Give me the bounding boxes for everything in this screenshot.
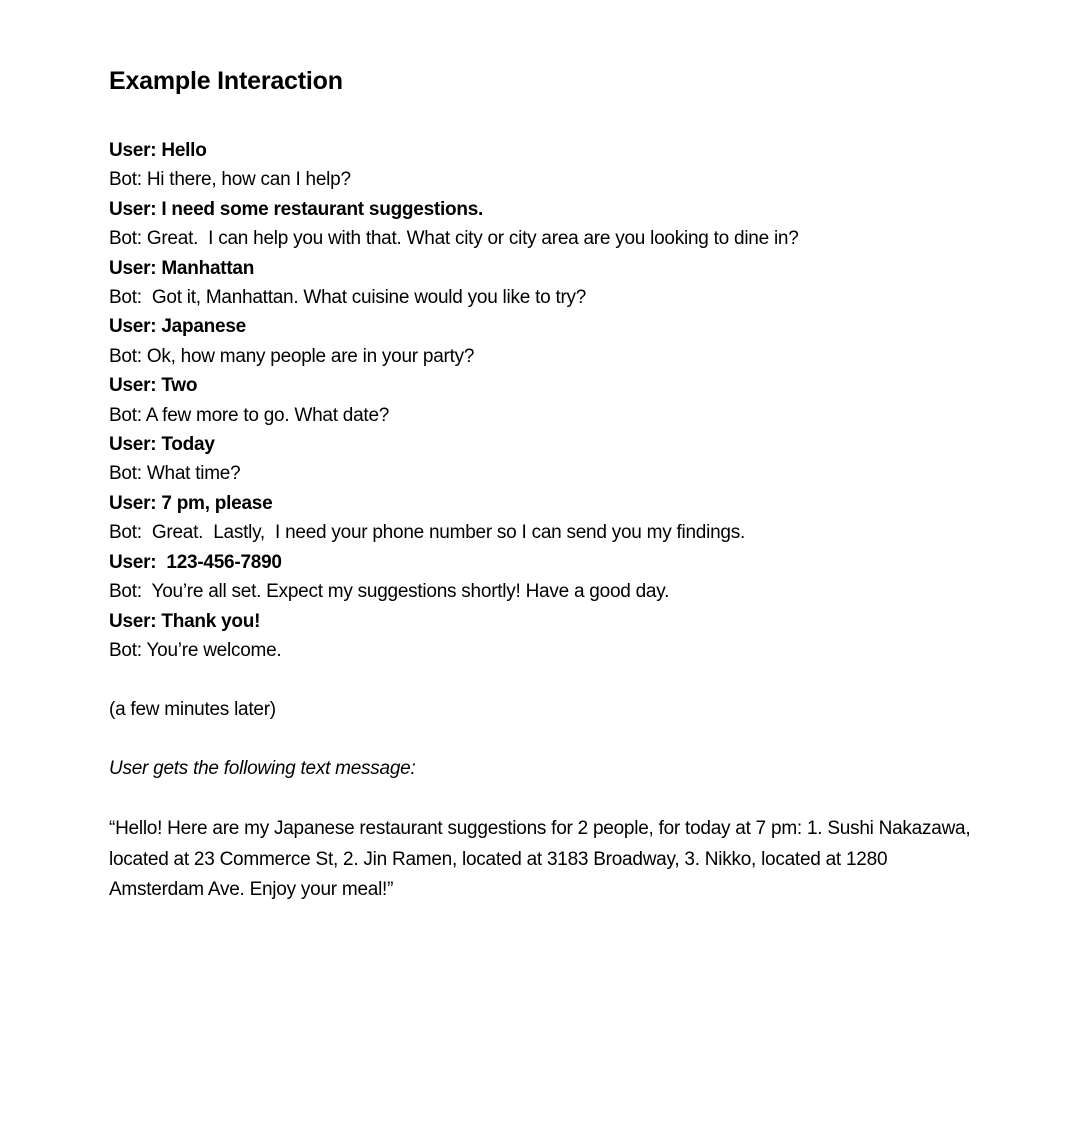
dialog-line-user: User: Hello — [109, 140, 207, 161]
dialog-line-user: User: Thank you! — [109, 610, 261, 632]
dialog-line-user: User: Japanese — [109, 316, 246, 338]
dialog-line-user: User: 123-456-7890 — [109, 551, 282, 573]
page-title: Example Interaction — [109, 67, 343, 95]
dialog-line-bot: Bot: You’re all set. Expect my suggestions shortly! Have a good day. — [109, 581, 670, 603]
dialog-line-bot: Bot: Great. I can help you with that. What city or city area are you looking to dine in? — [109, 228, 799, 250]
italic-note: User gets the following text message: — [109, 757, 416, 779]
dialog-line-user: User: Manhattan — [109, 257, 255, 279]
dialog-line-bot: Bot: Hi there, how can I help? — [109, 169, 351, 191]
dialog-line-user: User: Today — [109, 434, 215, 456]
dialog-line-bot: Bot: You’re welcome. — [109, 639, 282, 661]
dialog-line-bot: Bot: Great. Lastly, I need your phone number so I can send you my findings. — [109, 522, 746, 544]
dialog-line-user: User: 7 pm, please — [109, 492, 273, 514]
dialog-line-user: User: I need some restaurant suggestions. — [109, 198, 484, 220]
dialog-line-bot: Bot: Got it, Manhattan. What cuisine would you like to try? — [109, 287, 587, 309]
dialog-line-bot: Bot: What time? — [109, 463, 241, 485]
aside-note: (a few minutes later) — [109, 698, 276, 720]
dialog-line-bot: Bot: A few more to go. What date? — [109, 404, 390, 426]
text-message-quote: “Hello! Here are my Japanese restaurant suggestions for 2 people, for today at 7 pm: 1. Sushi Nakazawa, located at 23 Commerce St, 2. Jin Ramen, located at 3183 Broadway, 3. Nikko, located at 1280 Amsterdam Ave. Enjoy your meal!” — [109, 817, 976, 901]
dialog-transcript — [109, 136, 972, 665]
dialog-line-user: User: Two — [109, 375, 198, 397]
dialog-line-bot: Bot: Ok, how many people are in your party? — [109, 345, 475, 367]
